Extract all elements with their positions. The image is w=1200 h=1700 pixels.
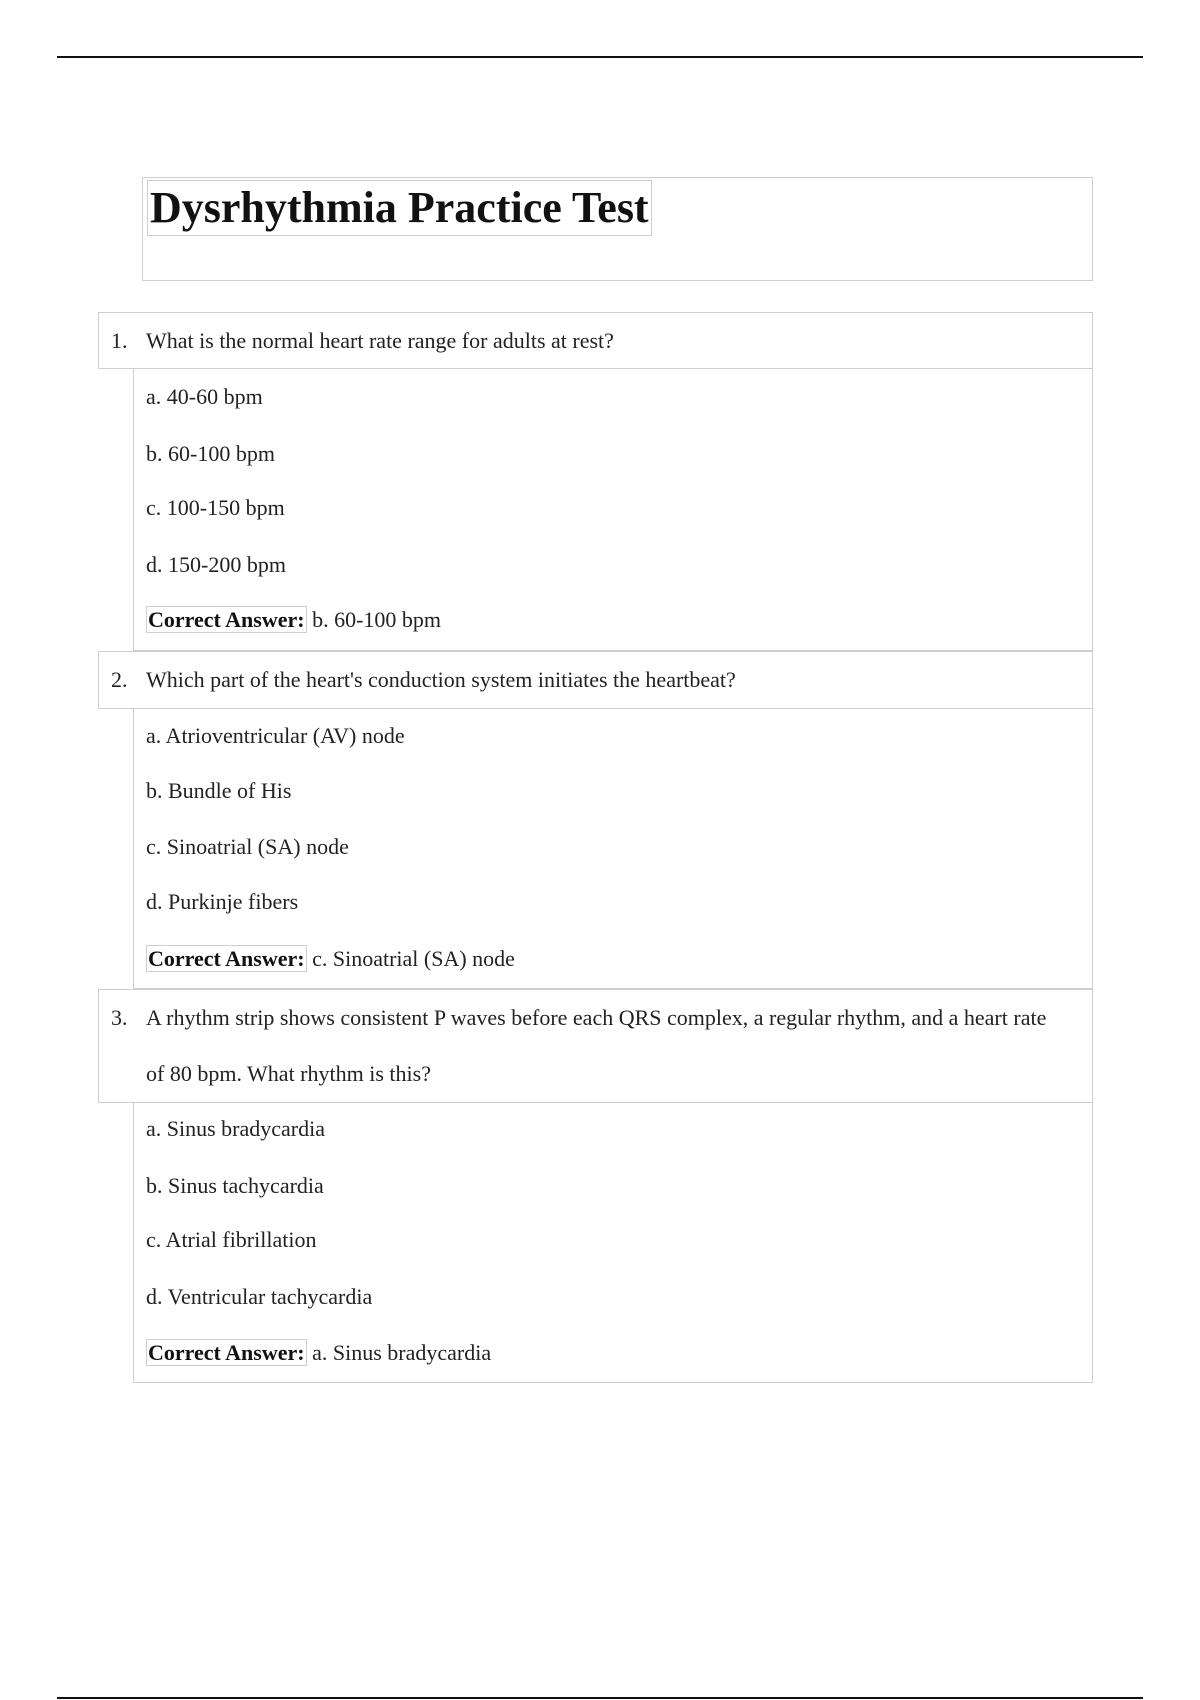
option-a: a. Atrioventricular (AV) node	[146, 723, 405, 748]
bottom-rule	[57, 1697, 1143, 1699]
answer-label: Correct Answer:	[148, 607, 305, 632]
answer-value: a. Sinus bradycardia	[312, 1340, 492, 1365]
question-3-options	[133, 1103, 1093, 1383]
question-text: A rhythm strip shows consistent P waves before each QRS complex, a regular rhythm, and a heart rate of 80 bpm. What rhythm is this?	[146, 1005, 1047, 1086]
question-text: What is the normal heart rate range for adults at rest?	[146, 328, 614, 353]
correct-answer	[146, 1338, 491, 1368]
question-number: 3.	[111, 1005, 128, 1030]
option-a: a. Sinus bradycardia	[146, 1116, 325, 1141]
option-b: b. Sinus tachycardia	[146, 1173, 324, 1198]
option-b: b. 60-100 bpm	[146, 441, 275, 466]
option-b: b. Bundle of His	[146, 778, 292, 803]
title-box	[142, 177, 1093, 281]
question-number: 1.	[111, 328, 128, 353]
question-number: 2.	[111, 667, 128, 692]
question-1	[98, 312, 1093, 369]
answer-value: b. 60-100 bpm	[312, 607, 442, 632]
option-c: c. Atrial fibrillation	[146, 1227, 317, 1252]
option-c: c. 100-150 bpm	[146, 495, 285, 520]
option-d: d. Ventricular tachycardia	[146, 1284, 373, 1309]
question-3	[98, 989, 1093, 1103]
correct-answer	[146, 944, 515, 974]
answer-value: c. Sinoatrial (SA) node	[312, 946, 515, 971]
option-c: c. Sinoatrial (SA) node	[146, 834, 349, 859]
question-1-options	[133, 369, 1093, 651]
question-2	[98, 651, 1093, 709]
page-title: Dysrhythmia Practice Test	[147, 180, 652, 236]
correct-answer	[146, 605, 441, 635]
option-a: a. 40-60 bpm	[146, 384, 263, 409]
answer-label: Correct Answer:	[148, 946, 305, 971]
question-2-options	[133, 709, 1093, 989]
answer-label: Correct Answer:	[148, 1340, 305, 1365]
question-text: Which part of the heart's conduction system initiates the heartbeat?	[146, 667, 736, 692]
top-rule	[57, 56, 1143, 58]
option-d: d. 150-200 bpm	[146, 552, 286, 577]
option-d: d. Purkinje fibers	[146, 889, 299, 914]
